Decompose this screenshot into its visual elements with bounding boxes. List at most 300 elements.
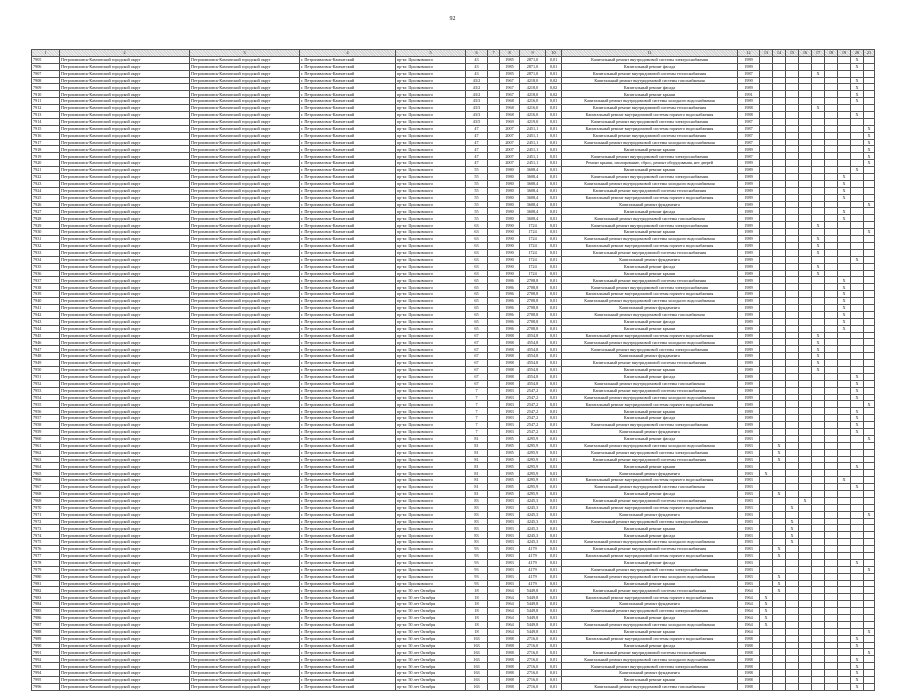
table-cell [786, 401, 799, 408]
table-row [32, 139, 875, 146]
table-cell [760, 587, 773, 594]
table-cell: 1990 [500, 222, 520, 229]
cell-city: г. Петропавловск-Камчатский [300, 415, 396, 422]
table-cell: 1724 [520, 242, 546, 249]
table-cell [825, 208, 838, 215]
cell-settlement: Петропавловск-Камчатский городской округ [190, 463, 300, 470]
table-cell [760, 339, 773, 346]
table-cell [812, 408, 825, 415]
table-cell [864, 415, 875, 422]
cell-municipality: Петропавловск-Камчатский городской округ [60, 670, 190, 677]
table-cell: 1989 [738, 304, 760, 311]
table-cell [864, 477, 875, 484]
table-cell [838, 222, 851, 229]
table-cell [786, 580, 799, 587]
cell-settlement: Петропавловск-Камчатский городской округ [190, 635, 300, 642]
table-cell: 1988 [738, 683, 760, 690]
table-cell [799, 573, 812, 580]
table-cell [864, 360, 875, 367]
table-cell [799, 318, 812, 325]
table-cell [864, 621, 875, 628]
cell-municipality: Петропавловск-Камчатский городской округ [60, 491, 190, 498]
table-cell [851, 491, 864, 498]
table-row [32, 594, 875, 601]
table-cell [812, 380, 825, 387]
table-cell [488, 394, 500, 401]
table-cell [773, 167, 786, 174]
table-cell: Капитальный ремонт внутридомовой системы холодного водоснабжения [562, 236, 738, 243]
cell-settlement: Петропавловск-Камчатский городской округ [190, 270, 300, 277]
table-cell: пр-кт. Циолковского [396, 70, 466, 77]
table-cell [488, 180, 500, 187]
table-cell: Капитальный ремонт крыши [562, 146, 738, 153]
cell-municipality: Петропавловск-Камчатский городской округ [60, 587, 190, 594]
table-cell: 1983 [500, 497, 520, 504]
table-cell: 0,01 [546, 208, 562, 215]
cell-municipality: Петропавловск-Камчатский городской округ [60, 683, 190, 690]
table-cell [488, 649, 500, 656]
table-cell: Капитальный ремонт крыши [562, 677, 738, 684]
table-cell [838, 91, 851, 98]
table-cell [773, 366, 786, 373]
table-cell [851, 277, 864, 284]
table-cell: X [851, 415, 864, 422]
table-cell: X [851, 408, 864, 415]
table-row [32, 477, 875, 484]
table-cell [825, 415, 838, 422]
cell-settlement: Петропавловск-Камчатский городской округ [190, 670, 300, 677]
cell-municipality: Петропавловск-Камчатский городской округ [60, 318, 190, 325]
table-cell: 1989 [738, 346, 760, 353]
table-cell: 47 [466, 139, 488, 146]
table-cell [786, 222, 799, 229]
cell-city: г. Петропавловск-Камчатский [300, 270, 396, 277]
table-cell: пр-кт. Циолковского [396, 394, 466, 401]
table-cell [773, 477, 786, 484]
table-cell: 1987 [738, 153, 760, 160]
table-cell [825, 539, 838, 546]
table-cell [488, 408, 500, 415]
cell-city: г. Петропавловск-Камчатский [300, 497, 396, 504]
table-cell [812, 594, 825, 601]
table-cell [838, 435, 851, 442]
cell-settlement: Петропавловск-Камчатский городской округ [190, 236, 300, 243]
table-cell: 1988 [738, 663, 760, 670]
table-cell: 1988 [500, 339, 520, 346]
table-cell [838, 105, 851, 112]
table-cell: Капитальный ремонт внутридомовой системы теплоснабжения [562, 456, 738, 463]
table-cell: 1988 [500, 677, 520, 684]
table-cell: Капитальный ремонт фасада [562, 532, 738, 539]
table-cell [864, 339, 875, 346]
table-cell [799, 353, 812, 360]
table-cell [799, 194, 812, 201]
table-cell: 0,01 [546, 380, 562, 387]
cell-city: г. Петропавловск-Камчатский [300, 539, 396, 546]
table-cell [786, 566, 799, 573]
table-cell [760, 201, 773, 208]
table-cell: пр-кт. Циолковского [396, 201, 466, 208]
table-cell [799, 215, 812, 222]
table-cell [851, 546, 864, 553]
table-cell: 1988 [738, 656, 760, 663]
table-cell [488, 153, 500, 160]
table-cell: 7994 [32, 670, 60, 677]
table-cell: X [851, 63, 864, 70]
table-cell [488, 318, 500, 325]
cell-settlement: Петропавловск-Камчатский городской округ [190, 360, 300, 367]
table-cell: пр-кт. Циолковского [396, 380, 466, 387]
table-row [32, 360, 875, 367]
cell-municipality: Петропавловск-Камчатский городской округ [60, 539, 190, 546]
table-cell: 1983 [500, 422, 520, 429]
table-cell: 4295,9 [520, 470, 546, 477]
table-cell [812, 180, 825, 187]
table-cell: 163 [466, 656, 488, 663]
table-cell: X [786, 525, 799, 532]
table-cell: X [864, 139, 875, 146]
cell-settlement: Петропавловск-Камчатский городской округ [190, 656, 300, 663]
table-cell [786, 298, 799, 305]
table-row [32, 408, 875, 415]
table-cell [799, 56, 812, 63]
cell-municipality: Петропавловск-Камчатский городской округ [60, 656, 190, 663]
cell-city: г. Петропавловск-Камчатский [300, 187, 396, 194]
table-cell: 1724 [520, 229, 546, 236]
cell-settlement: Петропавловск-Камчатский городской округ [190, 215, 300, 222]
cell-settlement: Петропавловск-Камчатский городской округ [190, 311, 300, 318]
table-row [32, 601, 875, 608]
table-cell [851, 249, 864, 256]
cell-settlement: Петропавловск-Камчатский городской округ [190, 594, 300, 601]
table-cell: пр-кт. 50 лет Октября [396, 649, 466, 656]
table-cell [773, 318, 786, 325]
table-row [32, 511, 875, 518]
cell-municipality: Петропавловск-Камчатский городской округ [60, 477, 190, 484]
table-cell [786, 174, 799, 181]
table-cell [760, 284, 773, 291]
table-cell: 7907 [32, 70, 60, 77]
table-row [32, 160, 875, 167]
table-cell: 1989 [738, 366, 760, 373]
table-cell: 1983 [738, 559, 760, 566]
table-cell: 0,01 [546, 373, 562, 380]
table-cell: пр-кт. Циолковского [396, 456, 466, 463]
table-cell: пр-кт. Циолковского [396, 366, 466, 373]
table-cell: 0,01 [546, 477, 562, 484]
table-cell [799, 491, 812, 498]
table-cell [851, 194, 864, 201]
table-row [32, 683, 875, 690]
cell-municipality: Петропавловск-Камчатский городской округ [60, 553, 190, 560]
table-cell [825, 628, 838, 635]
table-cell [760, 118, 773, 125]
table-cell [812, 318, 825, 325]
table-cell: X [812, 70, 825, 77]
table-cell: 63 [466, 263, 488, 270]
table-cell [799, 201, 812, 208]
cell-municipality: Петропавловск-Камчатский городской округ [60, 291, 190, 298]
table-cell: 3608,4 [520, 201, 546, 208]
table-cell: пр-кт. Циолковского [396, 56, 466, 63]
table-cell: X [812, 332, 825, 339]
table-cell [488, 683, 500, 690]
table-cell [760, 580, 773, 587]
table-cell: X [812, 366, 825, 373]
table-cell: 1983 [738, 491, 760, 498]
cell-settlement: Петропавловск-Камчатский городской округ [190, 601, 300, 608]
table-cell: пр-кт. Циолковского [396, 325, 466, 332]
table-cell: 1989 [738, 373, 760, 380]
table-cell: 2007 [500, 125, 520, 132]
cell-city: г. Петропавловск-Камчатский [300, 118, 396, 125]
cell-city: г. Петропавловск-Камчатский [300, 174, 396, 181]
table-cell: пр-кт. Циолковского [396, 428, 466, 435]
table-cell [773, 153, 786, 160]
table-cell: 0,01 [546, 63, 562, 70]
table-cell [786, 284, 799, 291]
table-cell [786, 98, 799, 105]
table-cell: 55 [466, 215, 488, 222]
table-cell: 1989 [738, 229, 760, 236]
table-cell: 7972 [32, 518, 60, 525]
table-cell: 4295,9 [520, 435, 546, 442]
table-cell: 0,01 [546, 649, 562, 656]
table-cell [773, 470, 786, 477]
table-cell [773, 621, 786, 628]
table-cell: 7922 [32, 174, 60, 181]
table-cell [760, 477, 773, 484]
cell-city: г. Петропавловск-Камчатский [300, 387, 396, 394]
table-cell [760, 222, 773, 229]
table-cell [786, 70, 799, 77]
cell-municipality: Петропавловск-Камчатский городской округ [60, 497, 190, 504]
table-cell [851, 311, 864, 318]
table-cell [786, 139, 799, 146]
table-cell [864, 215, 875, 222]
cell-settlement: Петропавловск-Камчатский городской округ [190, 532, 300, 539]
table-cell: 1964 [738, 587, 760, 594]
table-cell [825, 401, 838, 408]
table-cell: 7946 [32, 339, 60, 346]
cell-city: г. Петропавловск-Камчатский [300, 325, 396, 332]
cell-municipality: Петропавловск-Камчатский городской округ [60, 84, 190, 91]
table-cell: Капитальный ремонт внутридомовой системы теплоснабжения [562, 70, 738, 77]
table-cell [760, 415, 773, 422]
table-cell: 0,01 [546, 435, 562, 442]
table-cell [799, 415, 812, 422]
table-cell [799, 456, 812, 463]
table-cell [851, 511, 864, 518]
cell-city: г. Петропавловск-Камчатский [300, 594, 396, 601]
cell-municipality: Петропавловск-Камчатский городской округ [60, 580, 190, 587]
cell-settlement: Петропавловск-Камчатский городской округ [190, 146, 300, 153]
table-cell [488, 194, 500, 201]
table-cell [851, 318, 864, 325]
table-cell: 1980 [500, 201, 520, 208]
table-cell: Капитальный ремонт фасада [562, 318, 738, 325]
table-cell [838, 56, 851, 63]
table-cell [812, 98, 825, 105]
table-cell [773, 504, 786, 511]
table-cell [488, 229, 500, 236]
table-cell: 1983 [500, 415, 520, 422]
table-cell: пр-кт. 50 лет Октября [396, 656, 466, 663]
table-cell [825, 580, 838, 587]
table-cell: 1983 [500, 539, 520, 546]
column-header-11: 11 [562, 50, 738, 57]
table-cell [488, 201, 500, 208]
table-cell [786, 456, 799, 463]
table-cell [864, 105, 875, 112]
cell-municipality: Петропавловск-Камчатский городской округ [60, 304, 190, 311]
table-cell: 65 [466, 311, 488, 318]
table-cell: 7984 [32, 601, 60, 608]
table-cell [786, 422, 799, 429]
table-cell [864, 112, 875, 119]
table-cell: 67 [466, 332, 488, 339]
cell-city: г. Петропавловск-Камчатский [300, 366, 396, 373]
column-header-8: 8 [500, 50, 520, 57]
table-cell [799, 291, 812, 298]
cell-settlement: Петропавловск-Камчатский городской округ [190, 546, 300, 553]
column-header-2: 2 [60, 50, 190, 57]
table-cell: X [838, 284, 851, 291]
table-cell [488, 353, 500, 360]
table-cell: 2547,2 [520, 428, 546, 435]
table-cell: 1988 [738, 635, 760, 642]
table-cell: 0,01 [546, 304, 562, 311]
table-cell [488, 463, 500, 470]
table-cell [851, 573, 864, 580]
table-cell [773, 229, 786, 236]
table-cell [851, 298, 864, 305]
table-cell: 81 [466, 456, 488, 463]
table-cell: Капитальный ремонт фундамента [562, 601, 738, 608]
table-cell [773, 132, 786, 139]
table-cell: Капитальный ремонт крыши [562, 167, 738, 174]
table-cell [799, 373, 812, 380]
table-cell [838, 270, 851, 277]
table-cell [864, 422, 875, 429]
table-cell: пр-кт. Циолковского [396, 580, 466, 587]
table-cell: 1988 [738, 642, 760, 649]
table-cell: пр-кт. Циолковского [396, 174, 466, 181]
table-cell: 0,01 [546, 125, 562, 132]
cell-settlement: Петропавловск-Камчатский городской округ [190, 573, 300, 580]
table-cell [838, 77, 851, 84]
cell-settlement: Петропавловск-Камчатский городской округ [190, 318, 300, 325]
table-cell [760, 642, 773, 649]
table-cell [825, 608, 838, 615]
table-cell: X [773, 587, 786, 594]
table-row [32, 539, 875, 546]
table-cell [799, 387, 812, 394]
table-cell: 0,01 [546, 497, 562, 504]
table-cell: Ремонт крыши, изолирование, сброс, ремонт оборудования, нет дверей [562, 160, 738, 167]
table-cell: 1983 [738, 442, 760, 449]
table-cell [812, 442, 825, 449]
table-cell: Капитальный ремонт фундамента [562, 256, 738, 263]
cell-settlement: Петропавловск-Камчатский городской округ [190, 91, 300, 98]
table-cell [864, 663, 875, 670]
table-row [32, 670, 875, 677]
table-cell: 4295,9 [520, 477, 546, 484]
table-cell [786, 125, 799, 132]
cell-municipality: Петропавловск-Камчатский городской округ [60, 311, 190, 318]
table-cell [812, 153, 825, 160]
table-cell [864, 683, 875, 690]
table-cell [760, 291, 773, 298]
table-row [32, 298, 875, 305]
cell-city: г. Петропавловск-Камчатский [300, 77, 396, 84]
table-cell: 1989 [738, 160, 760, 167]
table-cell [812, 373, 825, 380]
table-cell: 7985 [32, 608, 60, 615]
table-row [32, 649, 875, 656]
table-cell: 18 [466, 587, 488, 594]
table-cell: 1983 [500, 408, 520, 415]
cell-municipality: Петропавловск-Камчатский городской округ [60, 525, 190, 532]
cell-city: г. Петропавловск-Камчатский [300, 360, 396, 367]
table-cell: пр-кт. Циолковского [396, 463, 466, 470]
cell-municipality: Петропавловск-Камчатский городской округ [60, 573, 190, 580]
table-cell [488, 415, 500, 422]
table-cell: пр-кт. Циолковского [396, 532, 466, 539]
cell-settlement: Петропавловск-Камчатский городской округ [190, 511, 300, 518]
cell-city: г. Петропавловск-Камчатский [300, 346, 396, 353]
table-cell: 1724 [520, 222, 546, 229]
table-cell: 1983 [500, 532, 520, 539]
table-cell [773, 146, 786, 153]
table-cell: 7958 [32, 422, 60, 429]
table-cell [864, 194, 875, 201]
table-cell [851, 566, 864, 573]
table-cell: пр-кт. Циолковского [396, 546, 466, 553]
table-cell: X [812, 346, 825, 353]
table-cell: 7961 [32, 442, 60, 449]
table-cell: 0,01 [546, 677, 562, 684]
table-cell [838, 525, 851, 532]
table-cell [799, 477, 812, 484]
table-cell: 2716,0 [520, 663, 546, 670]
table-cell [851, 525, 864, 532]
table-cell [838, 84, 851, 91]
cell-settlement: Петропавловск-Камчатский городской округ [190, 284, 300, 291]
table-cell [773, 408, 786, 415]
table-cell [812, 112, 825, 119]
table-cell: X [838, 298, 851, 305]
table-cell [812, 484, 825, 491]
table-cell [786, 146, 799, 153]
table-cell [488, 477, 500, 484]
cell-settlement: Петропавловск-Камчатский городской округ [190, 339, 300, 346]
table-cell [812, 77, 825, 84]
table-cell: пр-кт. Циолковского [396, 339, 466, 346]
table-cell [488, 366, 500, 373]
table-cell [786, 463, 799, 470]
table-cell [786, 277, 799, 284]
table-cell: Капитальный ремонт внутридомовой системы холодного водоснабжения [562, 573, 738, 580]
table-cell: 1985 [500, 63, 520, 70]
cell-settlement: Петропавловск-Камчатский городской округ [190, 304, 300, 311]
table-cell: пр-кт. Циолковского [396, 401, 466, 408]
table-cell [825, 553, 838, 560]
table-cell: пр-кт. 50 лет Октября [396, 628, 466, 635]
table-cell: 63 [466, 229, 488, 236]
cell-municipality: Петропавловск-Камчатский городской округ [60, 77, 190, 84]
cell-municipality: Петропавловск-Камчатский городской округ [60, 532, 190, 539]
